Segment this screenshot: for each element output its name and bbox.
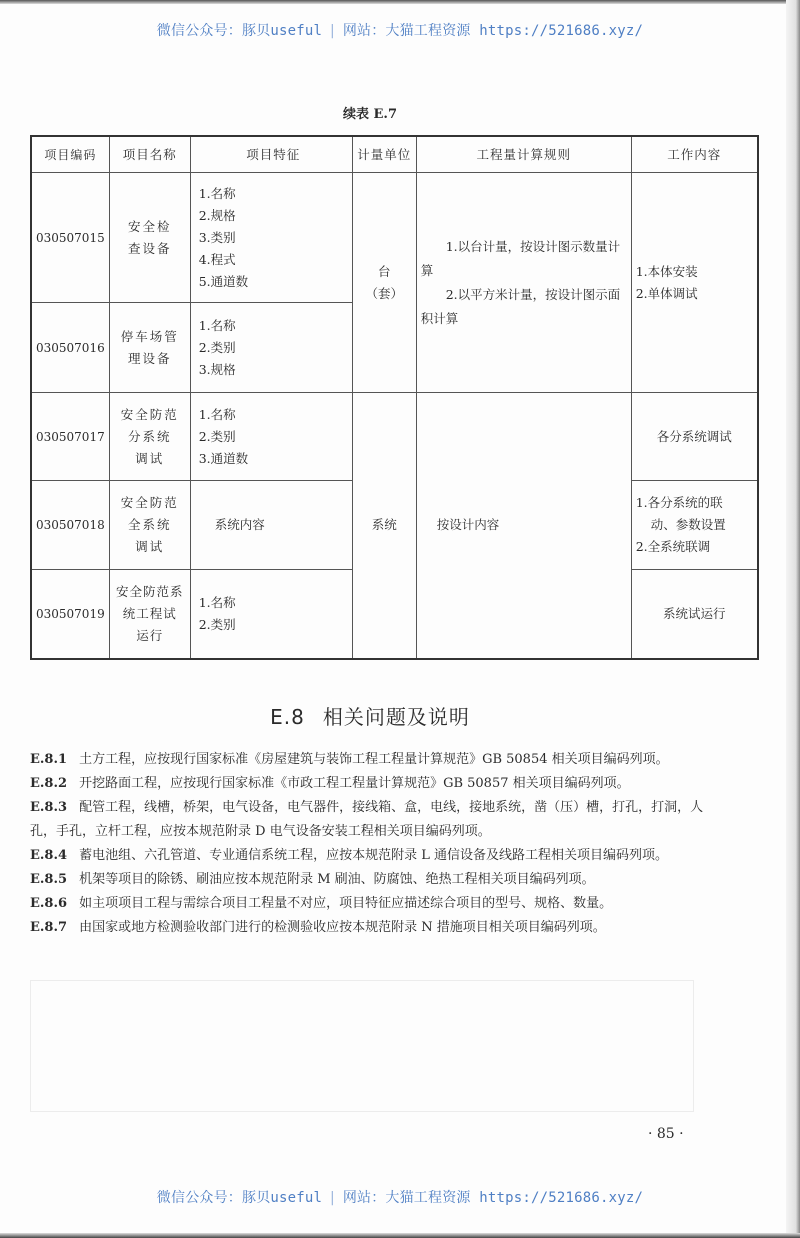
name-line: 统工程试 [122,605,177,621]
name-line: 全系统 [127,517,172,532]
paragraph-id: E.8.2 [30,776,68,791]
feature-item: 3.通道数 [198,450,249,466]
paragraph-text: 土方工程，应按现行国家标准《房屋建筑与装饰工程工程量计算规范》GB 50854 相关项目编码列项。 [79,752,669,767]
cell-features [190,393,352,481]
paragraph [30,916,720,940]
name-line: 运行 [136,627,164,643]
paragraph-text: 由国家或地方检测验收部门进行的检测验收应按本规范附录 N 措施项目相关项目编码列项。 [79,920,606,935]
rule-item: 2.以平方米计量，按设计图示面积计算 [420,286,621,326]
cell-features [190,481,352,570]
feature-item: 2.类别 [198,616,236,632]
work-item: 1.本体安装 [635,263,698,279]
paragraph-text: 如主项项目工程与需综合项目工程量不对应，项目特征应描述综合项目的型号、规格、数量。 [79,896,613,911]
paragraph [30,868,720,892]
name-line: 查设备 [127,240,172,256]
name-line: 理设备 [127,350,172,366]
cell-rules-group2 [416,393,631,659]
scan-edge-top [0,0,800,4]
cell-unit-group1 [352,173,416,393]
cell-name [109,393,190,481]
feature-item: 2.规格 [198,207,236,223]
section-number: E.8 [270,705,305,729]
watermark-left: 微信公众号：豚贝useful [156,23,323,39]
table-header-row [31,136,758,173]
cell-unit-group2: 系统 [352,393,416,659]
work-item: 动、参数设置 [650,517,726,532]
paragraph [30,772,720,796]
paragraph-id: E.8.5 [30,872,68,887]
feature-item: 1.名称 [198,594,236,610]
rule-text: 按设计内容 [436,517,500,533]
name-line: 安全防范系 [115,583,184,599]
feature-item: 1.名称 [198,406,236,422]
table-row [31,173,758,303]
cell-code: 030507018 [31,481,109,570]
cell-name [109,481,190,570]
cell-rules-group1 [416,173,631,393]
paragraph-id: E.8.7 [30,920,68,935]
cell-code: 030507015 [31,173,109,303]
header-work: 工作内容 [631,136,758,173]
paragraph-text: 开挖路面工程，应按现行国家标准《市政工程工程量计算规范》GB 50857 相关项目编码列项。 [79,776,630,791]
header-rules: 工程量计算规则 [416,136,631,173]
watermark-right: 网站：大猫工程资源 https://521686.xyz/ [342,1190,644,1206]
cell-features [190,570,352,659]
paragraph [30,796,720,844]
watermark-bottom [0,1187,800,1207]
name-line: 安全防范 [120,406,179,422]
feature-item: 1.名称 [198,185,236,201]
rule-item: 1.以台计量，按设计图示数量计算 [420,238,621,278]
work-item: 2.全系统联调 [635,539,711,554]
paragraph-text: 配管工程，线槽，桥架，电气设备，电气器件，接线箱、盒，电线，接地系统，凿（压）槽，打孔，打洞，人孔，手孔，立杆工程，应按本规范附录 D 电气设备安装工程相关项目编码列项。 [30,800,704,839]
feature-item: 4.程式 [198,251,236,267]
name-line: 安全检 [127,218,172,234]
paragraph [30,844,720,868]
scan-edge-right [786,0,800,1238]
header-name: 项目名称 [109,136,190,173]
watermark-top [0,20,800,40]
feature-item: 3.类别 [198,229,236,245]
work-item: 2.单体调试 [635,285,698,301]
cell-work [631,481,758,570]
paragraph-id: E.8.3 [30,800,68,815]
cell-code: 030507017 [31,393,109,481]
watermark-right: 网站：大猫工程资源 https://521686.xyz/ [342,23,644,39]
paragraph-text: 机架等项目的除锈、刷油应按本规范附录 M 刷油、防腐蚀、绝热工程相关项目编码列项。 [79,872,595,887]
section-title-text: 相关问题及说明 [322,705,470,729]
feature-item: 3.规格 [198,361,236,377]
cell-features [190,173,352,303]
cell-code: 030507019 [31,570,109,659]
paragraph-id: E.8.4 [30,848,68,863]
page-number: · 85 · [648,1126,684,1142]
feature-item: 5.通道数 [198,273,249,289]
feature-item: 2.类别 [198,339,236,355]
work-item: 1.各分系统的联 [635,495,723,510]
name-line: 停车场管 [120,328,179,344]
cell-features [190,303,352,393]
bleed-through-ghost [30,980,694,1112]
feature-item: 2.类别 [198,428,236,444]
watermark-separator: | [328,1190,337,1206]
cell-work-group1 [631,173,758,393]
feature-text: 系统内容 [214,517,265,532]
header-unit: 计量单位 [352,136,416,173]
unit-line: （套） [365,285,403,301]
cell-work: 系统试运行 [631,570,758,659]
table-caption: 续表 E.7 [342,107,397,122]
feature-item: 1.名称 [198,317,236,333]
section-heading [0,701,740,730]
name-line: 调试 [135,450,165,466]
paragraph-id: E.8.6 [30,896,68,911]
cell-work: 各分系统调试 [631,393,758,481]
watermark-separator: | [328,23,337,39]
watermark-left: 微信公众号：豚贝useful [156,1190,323,1206]
cell-name [109,173,190,303]
paragraph [30,748,720,772]
paragraph-text: 蓄电池组、六孔管道、专业通信系统工程，应按本规范附录 L 通信设备及线路工程相关项目编码列项。 [79,848,668,863]
paragraph-id: E.8.1 [30,752,68,767]
paragraph [30,892,720,916]
cell-code: 030507016 [31,303,109,393]
name-line: 安全防范 [120,495,179,510]
cell-name [109,570,190,659]
scan-edge-bottom [0,1233,800,1238]
spec-table [30,135,759,660]
header-code: 项目编码 [31,136,109,173]
name-line: 分系统 [127,428,172,444]
unit-line: 台 [377,263,391,279]
header-features: 项目特征 [190,136,352,173]
table-row [31,393,758,481]
cell-name [109,303,190,393]
explanation-paragraphs [30,748,720,940]
name-line: 调试 [135,539,165,554]
